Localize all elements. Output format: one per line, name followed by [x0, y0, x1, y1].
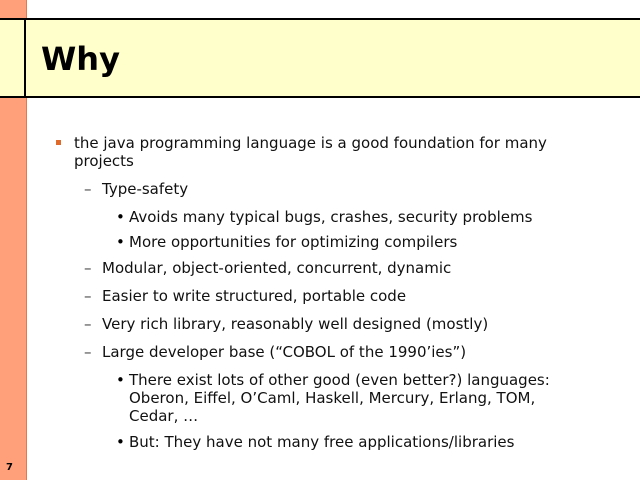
dot-marker: • [116, 208, 125, 226]
bullet-large: Large developer base (“COBOL of the 1990’ies”) [102, 343, 467, 361]
bullet-l1-line1: the java programming language is a good foundation for many [74, 134, 547, 152]
dot-marker: • [116, 433, 125, 451]
slide-number: 7 [6, 462, 13, 473]
bullet-but: But: They have not many free applications/libraries [129, 433, 515, 451]
bullet-easier: Easier to write structured, portable code [102, 287, 407, 305]
bullet-exist-line3: Cedar, … [129, 407, 199, 425]
dash-marker: – [84, 343, 92, 361]
bullet-avoids: Avoids many typical bugs, crashes, security problems [129, 208, 533, 226]
bullet-l1-line2: projects [74, 152, 134, 170]
bullet-modular: Modular, object-oriented, concurrent, dynamic [102, 259, 452, 277]
square-bullet-icon [56, 140, 61, 145]
dash-marker: – [84, 315, 92, 333]
bullet-rich: Very rich library, reasonably well designed (mostly) [102, 315, 489, 333]
slide-title: Why [41, 40, 120, 78]
dot-marker: • [116, 371, 125, 389]
dash-marker: – [84, 180, 92, 198]
bullet-exist-line1: There exist lots of other good (even better?) languages: [129, 371, 550, 389]
dash-marker: – [84, 287, 92, 305]
bullet-type-safety: Type-safety [102, 180, 189, 198]
bullet-exist-line2: Oberon, Eiffel, O’Caml, Haskell, Mercury, Erlang, TOM, [129, 389, 536, 407]
dash-marker: – [84, 259, 92, 277]
dot-marker: • [116, 233, 125, 251]
bullet-opportunities: More opportunities for optimizing compilers [129, 233, 458, 251]
